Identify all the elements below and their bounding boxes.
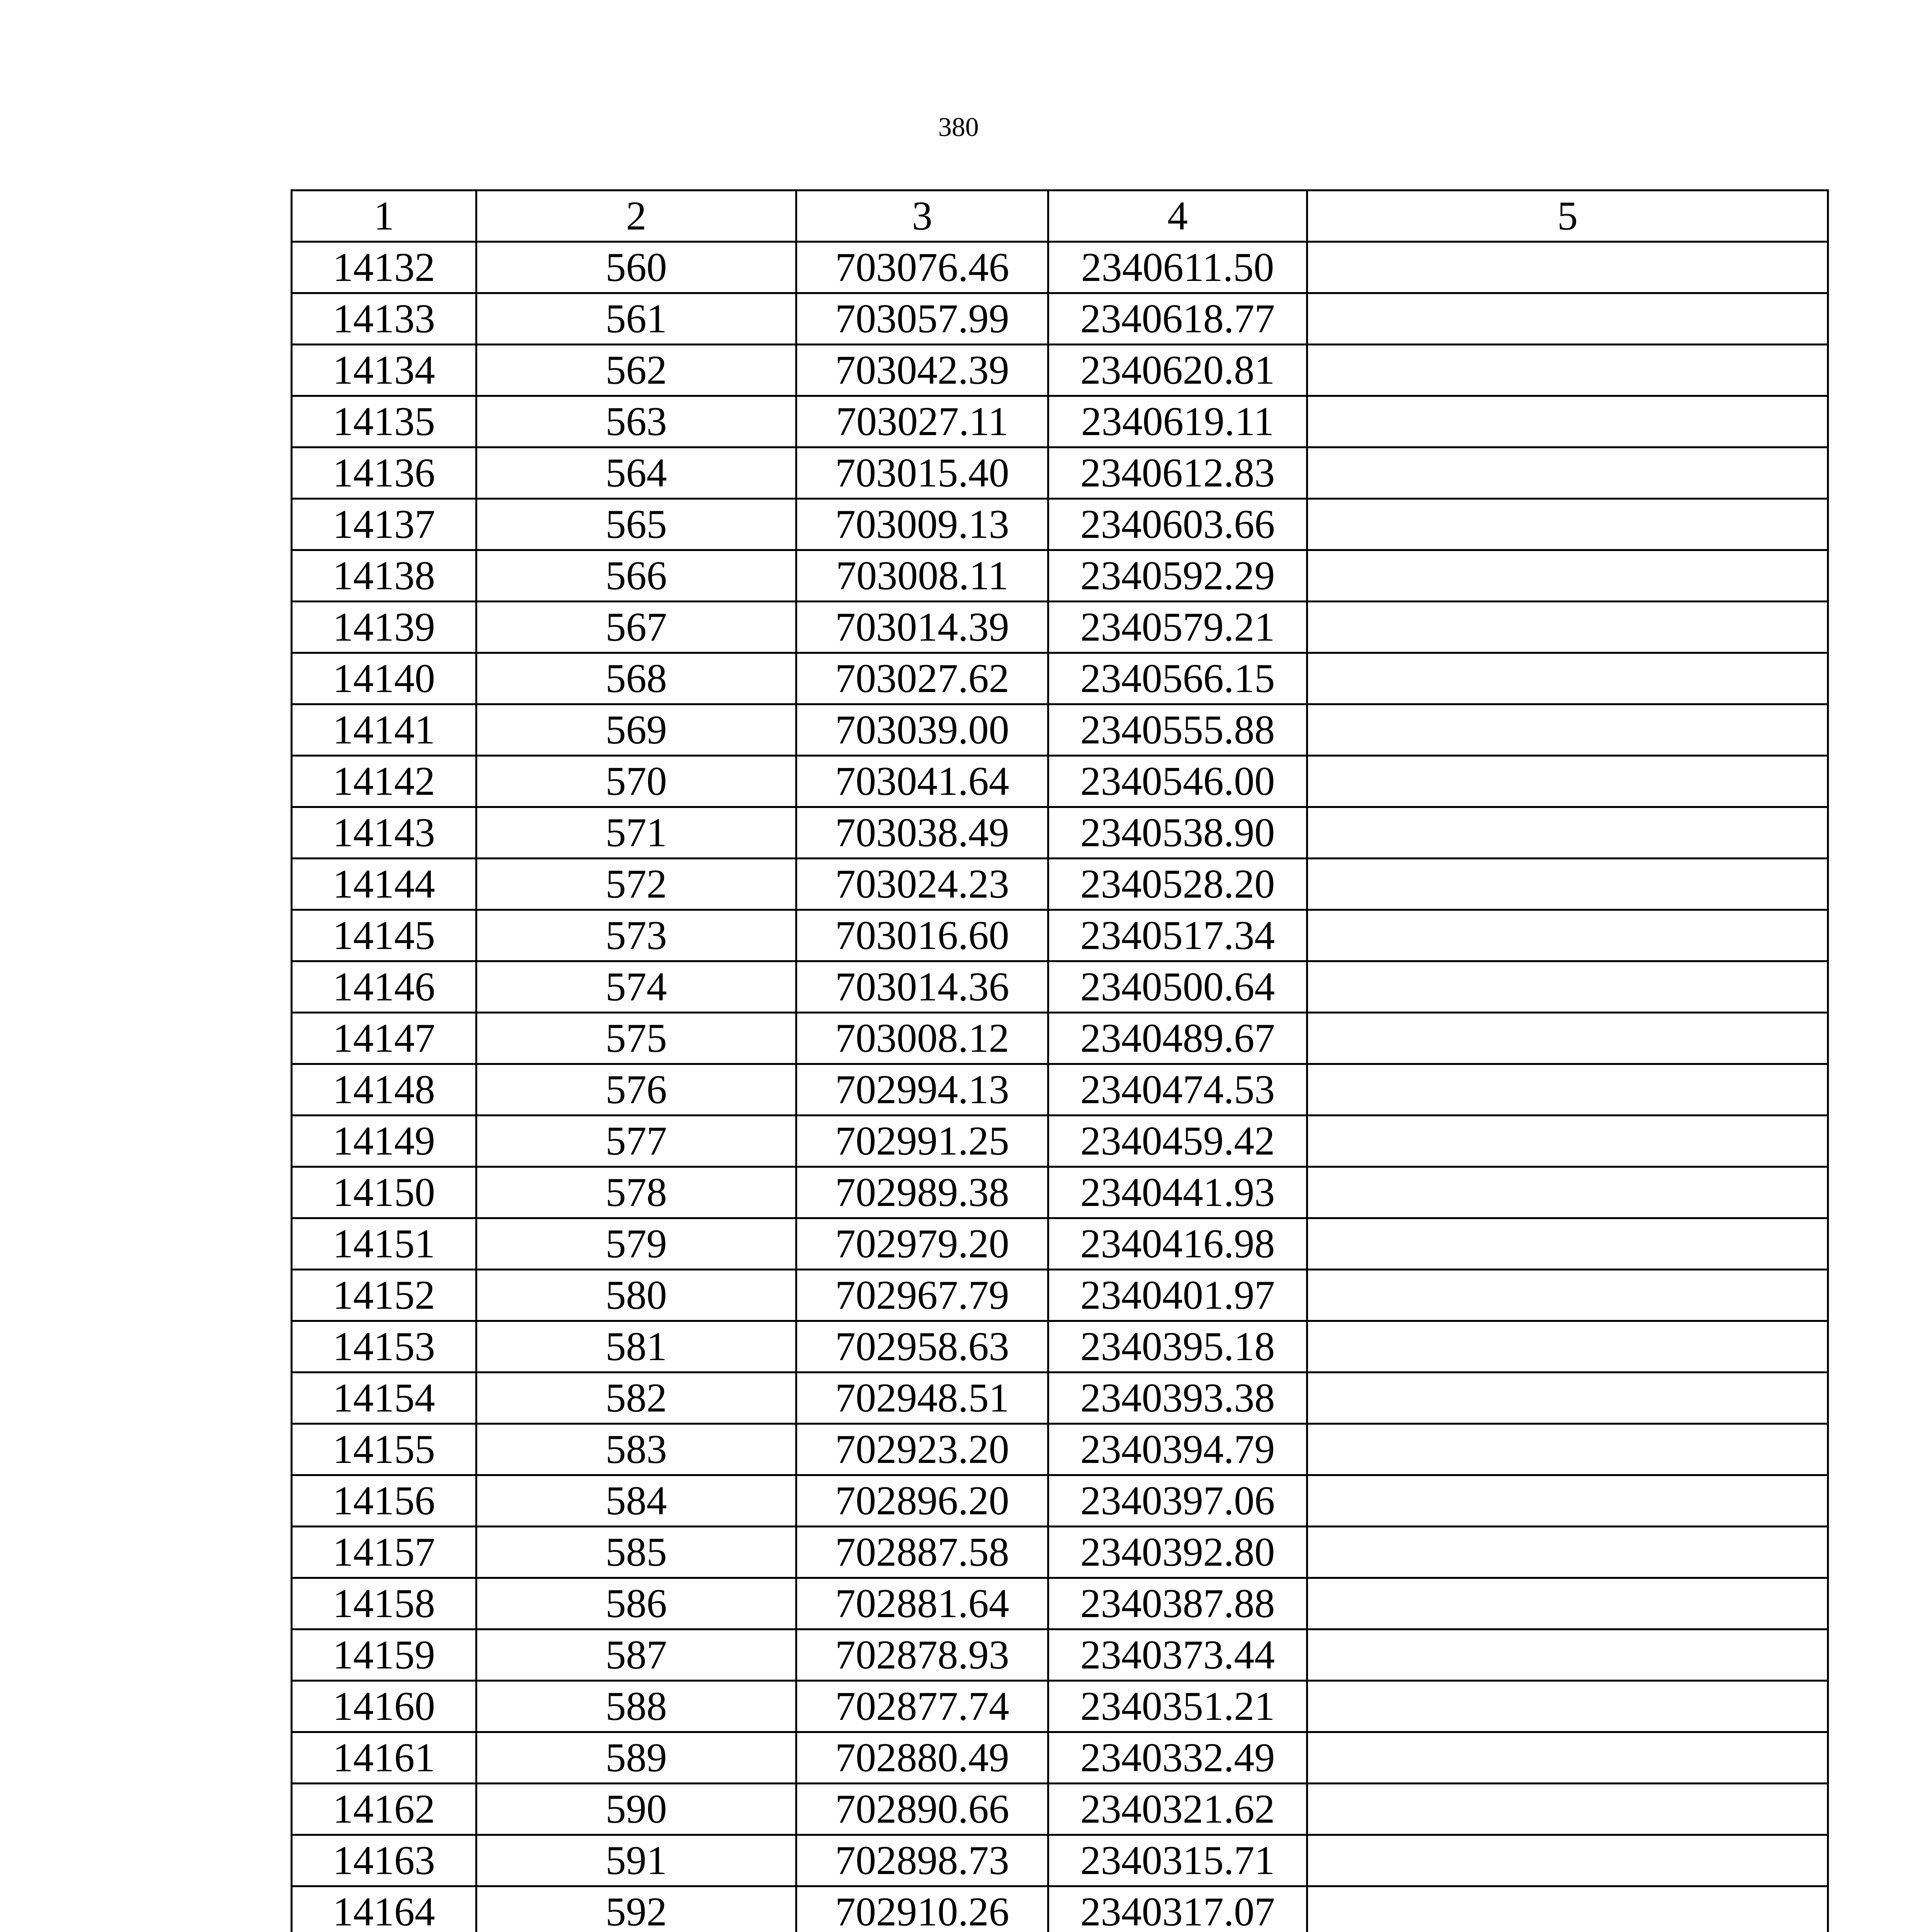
table-body bbox=[292, 190, 1828, 1932]
table-cell-col-4: 2340619.11 bbox=[1048, 396, 1307, 447]
table-cell-col-4: 2340332.49 bbox=[1048, 1732, 1307, 1784]
table-cell-col-2: 567 bbox=[476, 602, 796, 653]
table-row bbox=[292, 704, 1828, 756]
table-row bbox=[292, 1167, 1828, 1218]
table-cell-col-5 bbox=[1307, 807, 1828, 859]
table-cell-col-5 bbox=[1307, 1732, 1828, 1784]
table-cell-col-3: 702898.73 bbox=[796, 1835, 1048, 1886]
table-cell-col-1: 14148 bbox=[292, 1064, 476, 1116]
table-cell-col-2: 580 bbox=[476, 1270, 796, 1321]
table-cell-col-1: 14158 bbox=[292, 1578, 476, 1629]
table-row bbox=[292, 1424, 1828, 1475]
table-cell-col-2: 575 bbox=[476, 1013, 796, 1064]
table-cell-col-4: 2340392.80 bbox=[1048, 1527, 1307, 1578]
table-cell-col-5 bbox=[1307, 499, 1828, 550]
header-cell: 4 bbox=[1048, 190, 1307, 242]
table-cell-col-5 bbox=[1307, 1475, 1828, 1527]
table-cell-col-3: 702878.93 bbox=[796, 1629, 1048, 1681]
table-cell-col-3: 703038.49 bbox=[796, 807, 1048, 859]
table-cell-col-4: 2340459.42 bbox=[1048, 1116, 1307, 1167]
table-cell-col-1: 14134 bbox=[292, 345, 476, 396]
table-cell-col-3: 702948.51 bbox=[796, 1372, 1048, 1424]
table-cell-col-4: 2340528.20 bbox=[1048, 859, 1307, 910]
table-cell-col-4: 2340315.71 bbox=[1048, 1835, 1307, 1886]
table-cell-col-5 bbox=[1307, 1372, 1828, 1424]
table-row bbox=[292, 1886, 1828, 1932]
table-cell-col-2: 585 bbox=[476, 1527, 796, 1578]
table-cell-col-5 bbox=[1307, 1629, 1828, 1681]
header-cell: 2 bbox=[476, 190, 796, 242]
table-header-row bbox=[292, 190, 1828, 242]
table-cell-col-2: 568 bbox=[476, 653, 796, 704]
table-cell-col-3: 702979.20 bbox=[796, 1218, 1048, 1270]
table-cell-col-2: 587 bbox=[476, 1629, 796, 1681]
table-row bbox=[292, 499, 1828, 550]
table-row bbox=[292, 1629, 1828, 1681]
table-cell-col-2: 572 bbox=[476, 859, 796, 910]
header-cell: 3 bbox=[796, 190, 1048, 242]
table-cell-col-5 bbox=[1307, 1116, 1828, 1167]
table-cell-col-1: 14163 bbox=[292, 1835, 476, 1886]
table-cell-col-2: 561 bbox=[476, 293, 796, 345]
table-cell-col-2: 562 bbox=[476, 345, 796, 396]
table-cell-col-2: 581 bbox=[476, 1321, 796, 1372]
table-cell-col-2: 588 bbox=[476, 1681, 796, 1732]
table-cell-col-4: 2340401.97 bbox=[1048, 1270, 1307, 1321]
table-cell-col-3: 703008.11 bbox=[796, 550, 1048, 602]
table-cell-col-2: 571 bbox=[476, 807, 796, 859]
table-cell-col-1: 14147 bbox=[292, 1013, 476, 1064]
table-cell-col-4: 2340620.81 bbox=[1048, 345, 1307, 396]
table-cell-col-1: 14151 bbox=[292, 1218, 476, 1270]
table-cell-col-3: 702958.63 bbox=[796, 1321, 1048, 1372]
table-cell-col-1: 14152 bbox=[292, 1270, 476, 1321]
table-cell-col-3: 703024.23 bbox=[796, 859, 1048, 910]
table-cell-col-1: 14156 bbox=[292, 1475, 476, 1527]
table-cell-col-1: 14153 bbox=[292, 1321, 476, 1372]
table-cell-col-1: 14137 bbox=[292, 499, 476, 550]
table-row bbox=[292, 447, 1828, 499]
page-number: 380 bbox=[938, 112, 979, 142]
table-cell-col-5 bbox=[1307, 293, 1828, 345]
table-cell-col-5 bbox=[1307, 602, 1828, 653]
table-row bbox=[292, 1527, 1828, 1578]
table-row bbox=[292, 1578, 1828, 1629]
table-row bbox=[292, 910, 1828, 961]
table-row bbox=[292, 807, 1828, 859]
table-row bbox=[292, 1013, 1828, 1064]
table-cell-col-5 bbox=[1307, 1013, 1828, 1064]
table-cell-col-1: 14136 bbox=[292, 447, 476, 499]
table-cell-col-2: 577 bbox=[476, 1116, 796, 1167]
table-cell-col-4: 2340441.93 bbox=[1048, 1167, 1307, 1218]
table-cell-col-4: 2340500.64 bbox=[1048, 961, 1307, 1013]
table-cell-col-2: 584 bbox=[476, 1475, 796, 1527]
table-cell-col-4: 2340546.00 bbox=[1048, 756, 1307, 807]
table-row bbox=[292, 1321, 1828, 1372]
table-cell-col-2: 565 bbox=[476, 499, 796, 550]
table-cell-col-4: 2340397.06 bbox=[1048, 1475, 1307, 1527]
table-cell-col-1: 14150 bbox=[292, 1167, 476, 1218]
table-cell-col-1: 14149 bbox=[292, 1116, 476, 1167]
table-row bbox=[292, 602, 1828, 653]
table-cell-col-3: 702989.38 bbox=[796, 1167, 1048, 1218]
table-cell-col-5 bbox=[1307, 1270, 1828, 1321]
table-cell-col-2: 574 bbox=[476, 961, 796, 1013]
table-cell-col-5 bbox=[1307, 653, 1828, 704]
table-cell-col-4: 2340321.62 bbox=[1048, 1784, 1307, 1835]
table-row bbox=[292, 1270, 1828, 1321]
table-cell-col-3: 702896.20 bbox=[796, 1475, 1048, 1527]
table-row bbox=[292, 961, 1828, 1013]
table-cell-col-2: 566 bbox=[476, 550, 796, 602]
table-cell-col-3: 703027.62 bbox=[796, 653, 1048, 704]
table-cell-col-3: 703014.39 bbox=[796, 602, 1048, 653]
table-row bbox=[292, 396, 1828, 447]
table-cell-col-5 bbox=[1307, 242, 1828, 293]
table-cell-col-3: 703057.99 bbox=[796, 293, 1048, 345]
table-cell-col-2: 570 bbox=[476, 756, 796, 807]
table-cell-col-2: 583 bbox=[476, 1424, 796, 1475]
table-cell-col-3: 702923.20 bbox=[796, 1424, 1048, 1475]
table-row bbox=[292, 550, 1828, 602]
table-cell-col-5 bbox=[1307, 1424, 1828, 1475]
table-cell-col-1: 14161 bbox=[292, 1732, 476, 1784]
table-cell-col-5 bbox=[1307, 1167, 1828, 1218]
table-cell-col-2: 560 bbox=[476, 242, 796, 293]
table-row bbox=[292, 1116, 1828, 1167]
table-cell-col-2: 579 bbox=[476, 1218, 796, 1270]
table-cell-col-3: 702994.13 bbox=[796, 1064, 1048, 1116]
table-cell-col-4: 2340618.77 bbox=[1048, 293, 1307, 345]
coordinates-table bbox=[291, 189, 1829, 1932]
table-row bbox=[292, 1218, 1828, 1270]
table-row bbox=[292, 345, 1828, 396]
table-row bbox=[292, 859, 1828, 910]
table-row bbox=[292, 1835, 1828, 1886]
table-cell-col-5 bbox=[1307, 704, 1828, 756]
table-cell-col-4: 2340395.18 bbox=[1048, 1321, 1307, 1372]
table-cell-col-2: 576 bbox=[476, 1064, 796, 1116]
table-cell-col-4: 2340489.67 bbox=[1048, 1013, 1307, 1064]
table-cell-col-4: 2340394.79 bbox=[1048, 1424, 1307, 1475]
table-cell-col-3: 702890.66 bbox=[796, 1784, 1048, 1835]
header-cell: 1 bbox=[292, 190, 476, 242]
table-cell-col-1: 14159 bbox=[292, 1629, 476, 1681]
table-cell-col-4: 2340612.83 bbox=[1048, 447, 1307, 499]
table-cell-col-4: 2340517.34 bbox=[1048, 910, 1307, 961]
table-cell-col-2: 578 bbox=[476, 1167, 796, 1218]
table-cell-col-5 bbox=[1307, 1835, 1828, 1886]
table-cell-col-3: 703076.46 bbox=[796, 242, 1048, 293]
table-cell-col-1: 14154 bbox=[292, 1372, 476, 1424]
table-cell-col-1: 14157 bbox=[292, 1527, 476, 1578]
table-cell-col-3: 703041.64 bbox=[796, 756, 1048, 807]
table-cell-col-5 bbox=[1307, 1578, 1828, 1629]
table-cell-col-4: 2340555.88 bbox=[1048, 704, 1307, 756]
table-cell-col-1: 14133 bbox=[292, 293, 476, 345]
table-cell-col-2: 582 bbox=[476, 1372, 796, 1424]
table-cell-col-1: 14138 bbox=[292, 550, 476, 602]
table-cell-col-1: 14140 bbox=[292, 653, 476, 704]
table-cell-col-4: 2340579.21 bbox=[1048, 602, 1307, 653]
table-row bbox=[292, 653, 1828, 704]
table-cell-col-4: 2340566.15 bbox=[1048, 653, 1307, 704]
table-cell-col-1: 14143 bbox=[292, 807, 476, 859]
table-cell-col-5 bbox=[1307, 910, 1828, 961]
table-cell-col-3: 703015.40 bbox=[796, 447, 1048, 499]
table-cell-col-3: 703042.39 bbox=[796, 345, 1048, 396]
table-row bbox=[292, 242, 1828, 293]
table-cell-col-1: 14135 bbox=[292, 396, 476, 447]
table-cell-col-1: 14155 bbox=[292, 1424, 476, 1475]
table-cell-col-5 bbox=[1307, 1681, 1828, 1732]
table-cell-col-4: 2340611.50 bbox=[1048, 242, 1307, 293]
table-cell-col-2: 569 bbox=[476, 704, 796, 756]
table-cell-col-1: 14160 bbox=[292, 1681, 476, 1732]
table-cell-col-1: 14164 bbox=[292, 1886, 476, 1932]
table-cell-col-3: 702991.25 bbox=[796, 1116, 1048, 1167]
table-cell-col-5 bbox=[1307, 1321, 1828, 1372]
table-row bbox=[292, 1372, 1828, 1424]
table-cell-col-5 bbox=[1307, 961, 1828, 1013]
table-cell-col-5 bbox=[1307, 859, 1828, 910]
table-cell-col-3: 702910.26 bbox=[796, 1886, 1048, 1932]
table-cell-col-2: 589 bbox=[476, 1732, 796, 1784]
table-cell-col-4: 2340373.44 bbox=[1048, 1629, 1307, 1681]
table-cell-col-5 bbox=[1307, 1218, 1828, 1270]
table-cell-col-3: 703008.12 bbox=[796, 1013, 1048, 1064]
table-cell-col-1: 14162 bbox=[292, 1784, 476, 1835]
table-row bbox=[292, 1681, 1828, 1732]
table-cell-col-3: 703039.00 bbox=[796, 704, 1048, 756]
table-row bbox=[292, 1475, 1828, 1527]
table-cell-col-1: 14141 bbox=[292, 704, 476, 756]
table-cell-col-1: 14142 bbox=[292, 756, 476, 807]
table-cell-col-1: 14139 bbox=[292, 602, 476, 653]
table-cell-col-4: 2340603.66 bbox=[1048, 499, 1307, 550]
table-cell-col-2: 563 bbox=[476, 396, 796, 447]
table-cell-col-3: 703016.60 bbox=[796, 910, 1048, 961]
table-cell-col-5 bbox=[1307, 756, 1828, 807]
table-cell-col-3: 703009.13 bbox=[796, 499, 1048, 550]
table-cell-col-3: 703027.11 bbox=[796, 396, 1048, 447]
table-cell-col-5 bbox=[1307, 345, 1828, 396]
table-cell-col-2: 586 bbox=[476, 1578, 796, 1629]
table-cell-col-3: 703014.36 bbox=[796, 961, 1048, 1013]
table-cell-col-5 bbox=[1307, 396, 1828, 447]
table-cell-col-1: 14144 bbox=[292, 859, 476, 910]
table-cell-col-2: 564 bbox=[476, 447, 796, 499]
table-cell-col-5 bbox=[1307, 1064, 1828, 1116]
table-cell-col-1: 14145 bbox=[292, 910, 476, 961]
table-cell-col-3: 702881.64 bbox=[796, 1578, 1048, 1629]
table-cell-col-5 bbox=[1307, 1527, 1828, 1578]
table-cell-col-3: 702880.49 bbox=[796, 1732, 1048, 1784]
table-row bbox=[292, 1784, 1828, 1835]
table-cell-col-2: 592 bbox=[476, 1886, 796, 1932]
table-cell-col-5 bbox=[1307, 1886, 1828, 1932]
table-cell-col-3: 702877.74 bbox=[796, 1681, 1048, 1732]
table-row bbox=[292, 756, 1828, 807]
table-row bbox=[292, 1064, 1828, 1116]
table-cell-col-1: 14132 bbox=[292, 242, 476, 293]
table-cell-col-4: 2340592.29 bbox=[1048, 550, 1307, 602]
table-cell-col-2: 590 bbox=[476, 1784, 796, 1835]
table-cell-col-1: 14146 bbox=[292, 961, 476, 1013]
table-cell-col-5 bbox=[1307, 447, 1828, 499]
table-cell-col-2: 573 bbox=[476, 910, 796, 961]
table-cell-col-4: 2340387.88 bbox=[1048, 1578, 1307, 1629]
table-cell-col-3: 702887.58 bbox=[796, 1527, 1048, 1578]
table-cell-col-4: 2340393.38 bbox=[1048, 1372, 1307, 1424]
table-row bbox=[292, 1732, 1828, 1784]
header-cell: 5 bbox=[1307, 190, 1828, 242]
table-cell-col-2: 591 bbox=[476, 1835, 796, 1886]
table-row bbox=[292, 293, 1828, 345]
table-cell-col-4: 2340351.21 bbox=[1048, 1681, 1307, 1732]
table-cell-col-4: 2340474.53 bbox=[1048, 1064, 1307, 1116]
table-cell-col-4: 2340538.90 bbox=[1048, 807, 1307, 859]
table-cell-col-4: 2340416.98 bbox=[1048, 1218, 1307, 1270]
table-cell-col-4: 2340317.07 bbox=[1048, 1886, 1307, 1932]
table-cell-col-5 bbox=[1307, 550, 1828, 602]
table-cell-col-3: 702967.79 bbox=[796, 1270, 1048, 1321]
table-cell-col-5 bbox=[1307, 1784, 1828, 1835]
